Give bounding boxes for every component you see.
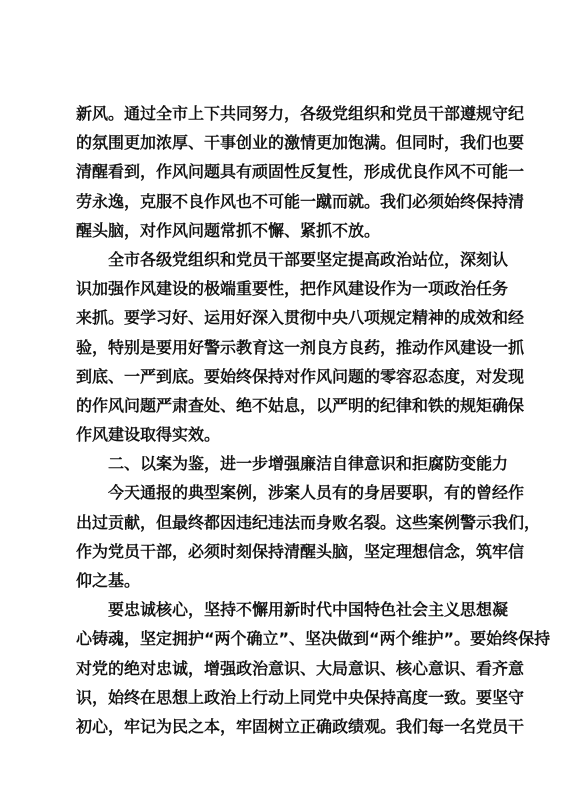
text-line: 识加强作风建设的极端重要性，把作风建设作为一项政治任务 <box>76 279 509 299</box>
text-line: 到底、一严到底。要始终保持对作风问题的零容忍态度，对发现 <box>76 366 525 386</box>
paragraph-first-line: 今天通报的典型案例，涉案人员有的身居要职，有的曾经作 <box>108 483 525 503</box>
text-line: 作为党员干部，必须时刻保持清醒头脑，坚定理想信念，筑牢信 <box>76 541 525 561</box>
text-line: 醒头脑，对作风问题常抓不懈、紧抓不放。 <box>76 220 381 240</box>
document-body <box>76 99 551 741</box>
text-line: 对党的绝对忠诚，增强政治意识、大局意识、核心意识、看齐意 <box>76 658 525 678</box>
paragraph-first-line: 全市各级党组织和党员干部要坚定提高政治站位，深刻认 <box>108 249 509 269</box>
text-line: 初心，牢记为民之本，牢固树立正确政绩观。我们每一名党员干 <box>76 716 525 736</box>
text-line: 出过贡献，但最终都因违纪违法而身败名裂。这些案例警示我们， <box>76 512 541 532</box>
text-line: 识，始终在思想上政治上行动上同党中央保持高度一致。要坚守 <box>76 687 525 707</box>
text-line: 心铸魂，坚定拥护“两个确立”、坚决做到“两个维护”。要始终保持 <box>76 629 551 649</box>
paragraph-first-line: 要忠诚核心，坚持不懈用新时代中国特色社会主义思想凝 <box>108 600 509 620</box>
text-line: 的氛围更加浓厚、干事创业的激情更加饱满。但同时，我们也要 <box>76 133 525 153</box>
text-line: 的作风问题严肃查处、绝不姑息，以严明的纪律和铁的规矩确保 <box>76 395 525 415</box>
text-line: 劳永逸，克服不良作风也不可能一蹴而就。我们必须始终保持清 <box>76 191 525 211</box>
section-heading: 二、以案为鉴，进一步增强廉洁自律意识和拒腐防变能力 <box>108 454 509 474</box>
text-line: 清醒看到，作风问题具有顽固性反复性，形成优良作风不可能一 <box>76 162 525 182</box>
text-line: 仰之基。 <box>76 571 141 590</box>
text-line: 验，特别是要用好警示教育这一剂良方良药，推动作风建设一抓 <box>76 337 525 357</box>
text-line: 新风。通过全市上下共同努力，各级党组织和党员干部遵规守纪 <box>76 104 525 123</box>
text-line: 作风建设取得实效。 <box>76 425 221 445</box>
text-line: 来抓。要学习好、运用好深入贯彻中央八项规定精神的成效和经 <box>76 308 525 328</box>
